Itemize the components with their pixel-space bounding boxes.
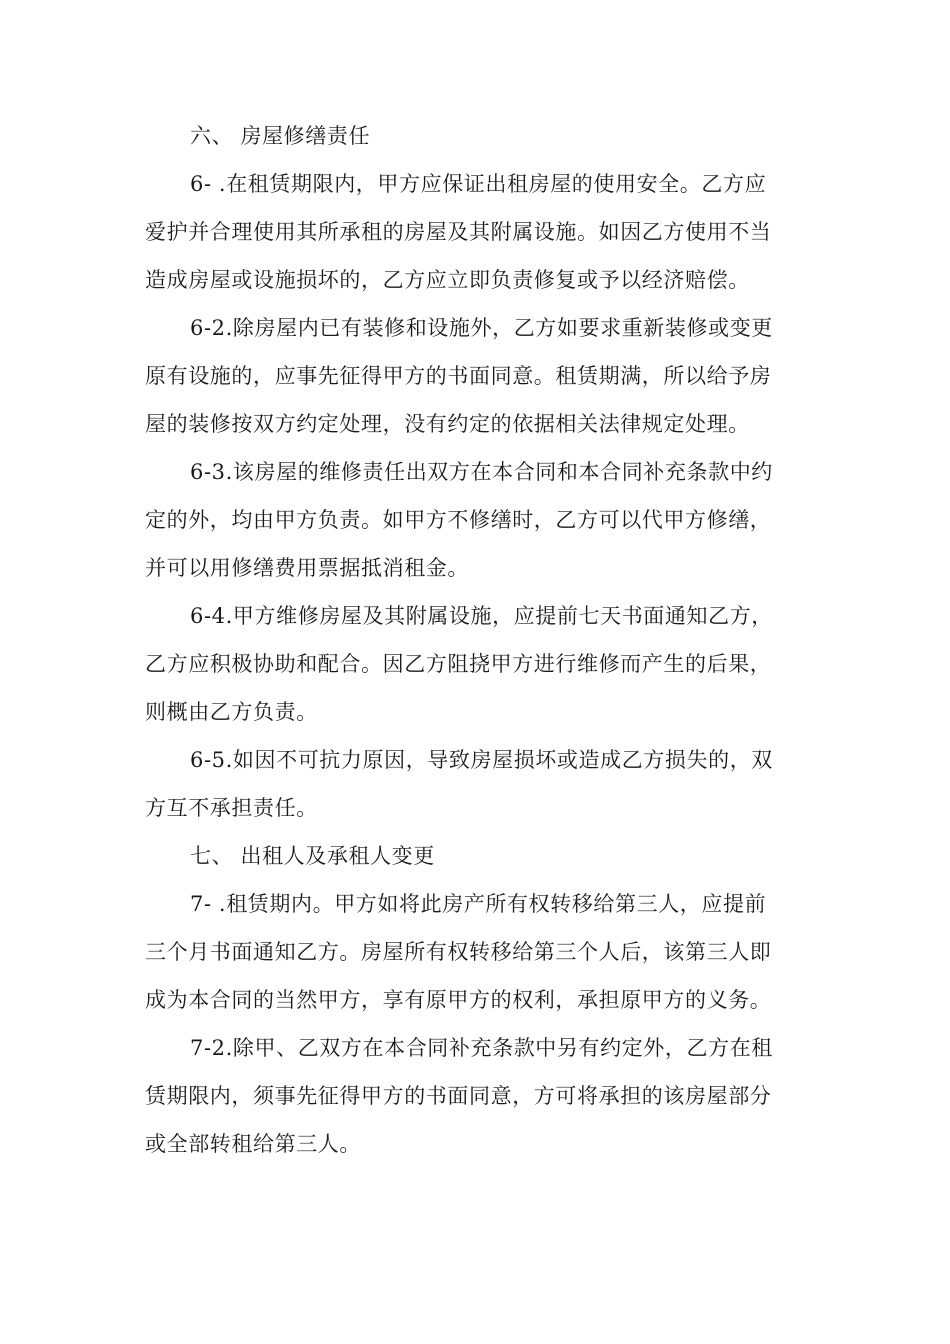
paragraph-line: 则概由乙方负责。 — [145, 700, 318, 724]
paragraph-line: 方互不承担责任。 — [145, 796, 318, 820]
paragraph-line: 原有设施的，应事先征得甲方的书面同意。租赁期满，所以给予房 — [145, 364, 772, 388]
paragraph-first-line: 6- .在租赁期限内，甲方应保证出租房屋的使用安全。乙方应 — [190, 172, 767, 196]
paragraph-line: 或全部转租给第三人。 — [145, 1132, 361, 1156]
paragraph-first-line: 6-3.该房屋的维修责任出双方在本合同和本合同补充条款中约 — [190, 460, 773, 484]
paragraph-first-line: 7- .租赁期内。甲方如将此房产所有权转移给第三人，应提前 — [190, 892, 767, 916]
paragraph-line: 赁期限内，须事先征得甲方的书面同意，方可将承担的该房屋部分 — [145, 1084, 772, 1108]
document-body — [145, 112, 810, 1168]
paragraph-line: 并可以用修缮费用票据抵消租金。 — [145, 556, 469, 580]
paragraph-line: 造成房屋或设施损坏的，乙方应立即负责修复或予以经济赔偿。 — [145, 268, 750, 292]
paragraph-line: 成为本合同的当然甲方，享有原甲方的权利，承担原甲方的义务。 — [145, 988, 772, 1012]
paragraph-first-line: 6-5.如因不可抗力原因，导致房屋损坏或造成乙方损失的，双 — [190, 748, 773, 772]
paragraph-first-line: 6-4.甲方维修房屋及其附属设施，应提前七天书面通知乙方， — [190, 604, 773, 628]
paragraph-line: 爱护并合理使用其所承租的房屋及其附属设施。如因乙方使用不当 — [145, 220, 772, 244]
paragraph-line: 定的外，均由甲方负责。如甲方不修缮时，乙方可以代甲方修缮， — [145, 508, 772, 532]
paragraph-first-line: 六、 房屋修缮责任 — [190, 124, 371, 148]
paragraph-line: 屋的装修按双方约定处理，没有约定的依据相关法律规定处理。 — [145, 412, 750, 436]
paragraph-first-line: 七、 出租人及承租人变更 — [190, 844, 435, 868]
paragraph-first-line: 7-2.除甲、乙双方在本合同补充条款中另有约定外，乙方在租 — [190, 1036, 773, 1060]
paragraph-first-line: 6-2.除房屋内已有装修和设施外，乙方如要求重新装修或变更 — [190, 316, 773, 340]
paragraph-line: 三个月书面通知乙方。房屋所有权转移给第三个人后，该第三人即 — [145, 940, 772, 964]
paragraph-line: 乙方应积极协助和配合。因乙方阻挠甲方进行维修而产生的后果， — [145, 652, 772, 676]
